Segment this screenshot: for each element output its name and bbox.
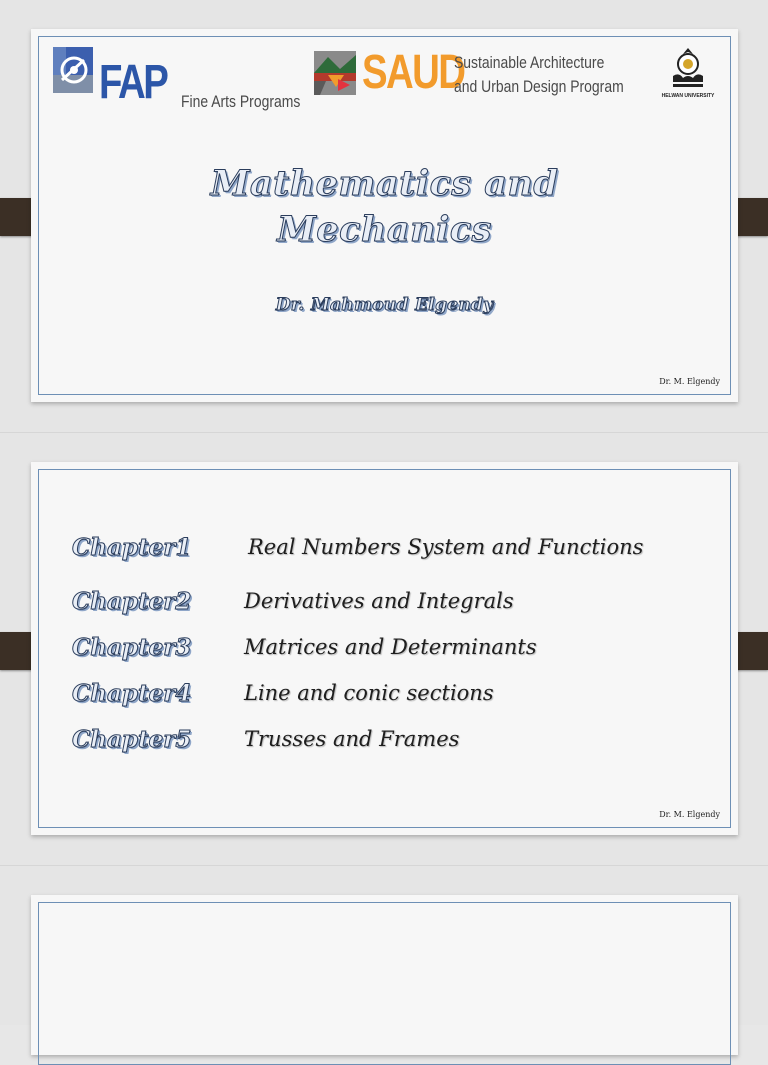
chapter-row xyxy=(31,634,738,668)
chapter-row xyxy=(31,534,738,568)
slide-footer: Dr. M. Elgendy xyxy=(659,377,720,386)
title-line-2: Mechanics xyxy=(277,209,492,250)
slide-frame xyxy=(38,902,731,1065)
chapter-title: Trusses and Frames xyxy=(244,727,460,751)
helwan-crest-icon xyxy=(669,46,707,90)
author-name: Dr. Mahmoud Elgendy xyxy=(275,295,494,315)
saud-wordmark: SAUD xyxy=(362,46,465,99)
chapter-title: Derivatives and Integrals xyxy=(244,589,514,613)
chapter-row xyxy=(31,588,738,622)
helwan-logo xyxy=(659,46,717,102)
chapter-label: Chapter3 xyxy=(72,634,192,661)
slide-footer: Dr. M. Elgendy xyxy=(659,810,720,819)
chapter-label: Chapter4 xyxy=(72,680,192,707)
saud-line-2: and Urban Design Program xyxy=(454,77,624,96)
saud-program-name xyxy=(454,51,624,99)
chapter-row xyxy=(31,726,738,760)
saud-line-1: Sustainable Architecture xyxy=(454,53,605,72)
slide-title-text xyxy=(31,161,738,253)
fap-subtitle: Fine Arts Programs xyxy=(181,92,301,111)
fap-emblem-icon xyxy=(53,47,93,93)
chapter-title: Matrices and Determinants xyxy=(244,635,537,659)
chapter-label: Chapter2 xyxy=(72,588,192,615)
slide-next[interactable] xyxy=(31,895,738,1055)
title-line-1: Mathematics and xyxy=(210,163,559,204)
slide-contents[interactable] xyxy=(31,462,738,835)
fap-wordmark: FAP xyxy=(99,56,167,109)
chapter-title: Line and conic sections xyxy=(244,681,494,705)
chapter-label: Chapter1 xyxy=(72,534,192,561)
slide-title[interactable] xyxy=(31,29,738,402)
chapter-row xyxy=(31,680,738,714)
helwan-label: HELWAN UNIVERSITY xyxy=(661,93,715,99)
chapter-title: Real Numbers System and Functions xyxy=(248,535,644,559)
chapter-label: Chapter5 xyxy=(72,726,192,753)
saud-emblem-icon xyxy=(314,51,356,95)
